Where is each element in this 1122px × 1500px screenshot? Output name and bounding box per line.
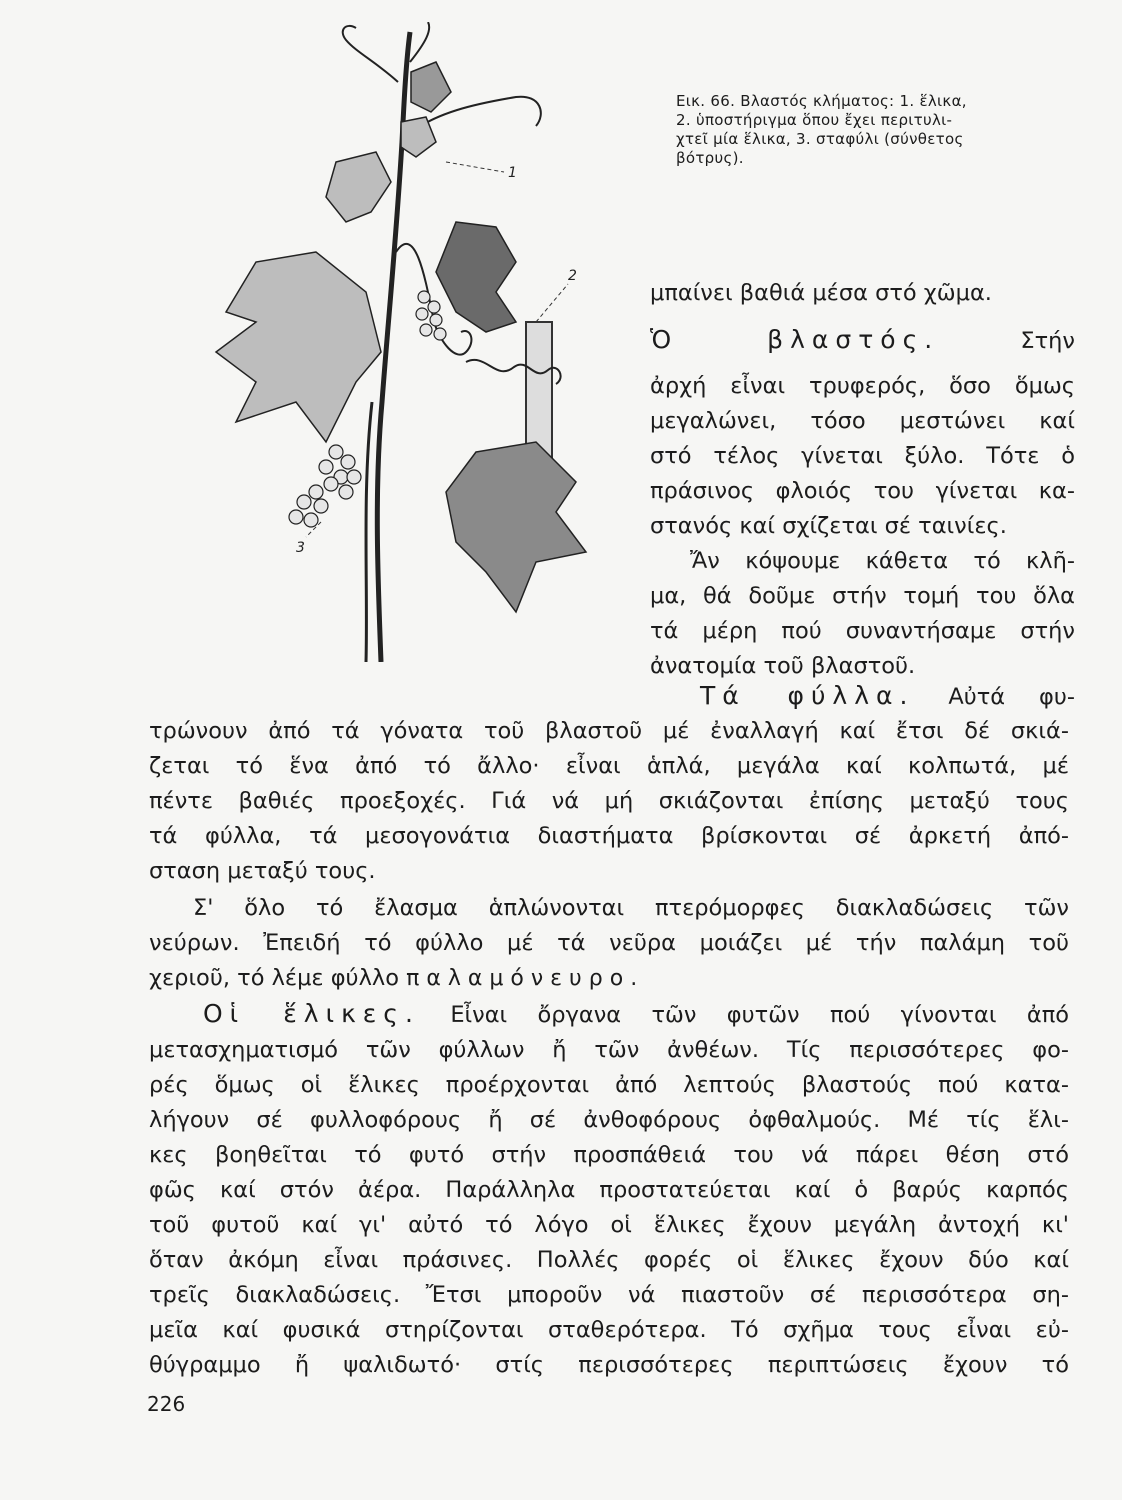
text-line: μπαίνει βαθιά μέσα στό χῶμα. [650,280,992,306]
section-heading-elikes: Οἱ ἕλικες. [203,999,420,1028]
caption-line: χτεῖ μία ἕλικα, 3. σταφύλι (σύνθετος [676,130,964,148]
text-line: τρεῖς διακλαδώσεις. Ἔτσι μποροῦν νά πιαστοῦν σέ περισσότερα ση- [149,1282,1069,1308]
vine-shoot-illustration [196,22,636,662]
text-line: Ἄν κόψουμε κάθετα τό κλῆ- [690,548,1075,574]
figure-label-2: 2 [568,268,577,284]
text-line: τρώνουν ἀπό τά γόνατα τοῦ βλαστοῦ μέ ἐναλλαγή καί ἔτσι δέ σκιά- [149,718,1069,744]
text-line: πράσινος φλοιός του γίνεται κα- [650,478,1075,504]
text-line: ζεται τό ἕνα ἀπό τό ἄλλο· εἶναι ἁπλά, μεγάλα καί κολπωτά, μέ [149,753,1069,779]
text-line [203,998,1069,1030]
text-line: τά μέρη πού συναντήσαμε στήν [650,618,1075,644]
text-line: μα, θά δοῦμε στήν τομή του ὅλα [650,583,1075,609]
caption-line: βότρυς). [676,149,744,167]
section-heading-vlastos: Ὁ βλαστός. [650,325,940,354]
text-line [650,324,1075,356]
text-line: ἀνατομία τοῦ βλαστοῦ. [650,653,916,679]
text-line: φῶς καί στόν ἀέρα. Παράλληλα προστατεύεται καί ὁ βαρύς καρπός [149,1177,1069,1203]
figure-label-3: 3 [296,540,305,556]
text-line: τά φύλλα, τά μεσογονάτια διαστήματα βρίσκονται σέ ἀρκετή ἀπό- [149,823,1069,849]
text-line: σταση μεταξύ τους. [149,858,376,884]
text-span: Αὐτά φυ- [948,684,1075,710]
text-line: νεύρων. Ἐπειδή τό φύλλο μέ τά νεῦρα μοιάζει μέ τήν παλάμη τοῦ [149,930,1069,956]
section-heading-fylla: Τά φύλλα. [700,681,915,710]
figure-label-1: 1 [508,165,517,181]
figure-caption [676,92,1096,168]
text-line: στανός καί σχίζεται σέ ταινίες. [650,513,1007,539]
text-line: λήγουν σέ φυλλοφόρους ἤ σέ ἀνθοφόρους ὀφθαλμούς. Μέ τίς ἕλι- [149,1107,1069,1133]
text-line: κες βοηθεῖται τό φυτό στήν προσπάθειά του νά πάρει θέση στό [149,1142,1069,1168]
text-span: χεριοῦ, τό λέμε φύλλο [149,965,399,991]
text-span: Εἶναι ὄργανα τῶν φυτῶν πού γίνονται ἀπό [450,1002,1070,1028]
text-line: στό τέλος γίνεται ξύλο. Τότε ὁ [650,443,1075,469]
text-line [149,962,1069,994]
text-line: μετασχηματισμό τῶν φύλλων ἤ τῶν ἀνθέων. Τίς περισσότερες φο- [149,1037,1069,1063]
text-line: θύγραμμο ἤ ψαλιδωτό· στίς περισσότερες περιπτώσεις ἔχουν τό [149,1352,1069,1378]
text-line: τοῦ φυτοῦ καί γι' αὐτό τό λόγο οἱ ἕλικες ἔχουν μεγάλη ἀντοχή κι' [149,1212,1069,1238]
text-line: Σ' ὅλο τό ἔλασμα ἁπλώνονται πτερόμορφες διακλαδώσεις τῶν [193,895,1069,921]
page-number: 226 [147,1392,186,1416]
text-line: μεγαλώνει, τόσο μεστώνει καί [650,408,1075,434]
caption-line: Εικ. 66. Βλαστός κλήματος: 1. ἕλικα, [676,92,967,110]
text-line: μεῖα καί φυσικά στηρίζονται σταθερότερα. Τό σχῆμα τους εἶναι εὐ- [149,1317,1069,1343]
text-line: ρές ὅμως οἱ ἕλικες προέρχονται ἀπό λεπτούς βλαστούς πού κατα- [149,1072,1069,1098]
text-line: πέντε βαθιές προεξοχές. Γιά νά μή σκιάζονται ἐπίσης μεταξύ τους [149,788,1069,814]
text-line: ἀρχή εἶναι τρυφερός, ὅσο ὅμως [650,373,1075,399]
caption-line: 2. ὑποστήριγμα ὅπου ἔχει περιτυλι- [676,111,953,129]
term-palamoneuro: παλαμόνευρο. [406,966,645,991]
text-line: ὅταν ἀκόμη εἶναι πράσινες. Πολλές φορές οἱ ἕλικες ἔχουν δύο καί [149,1247,1069,1273]
text-line [700,680,1075,712]
text-span: Στήν [1020,328,1075,354]
